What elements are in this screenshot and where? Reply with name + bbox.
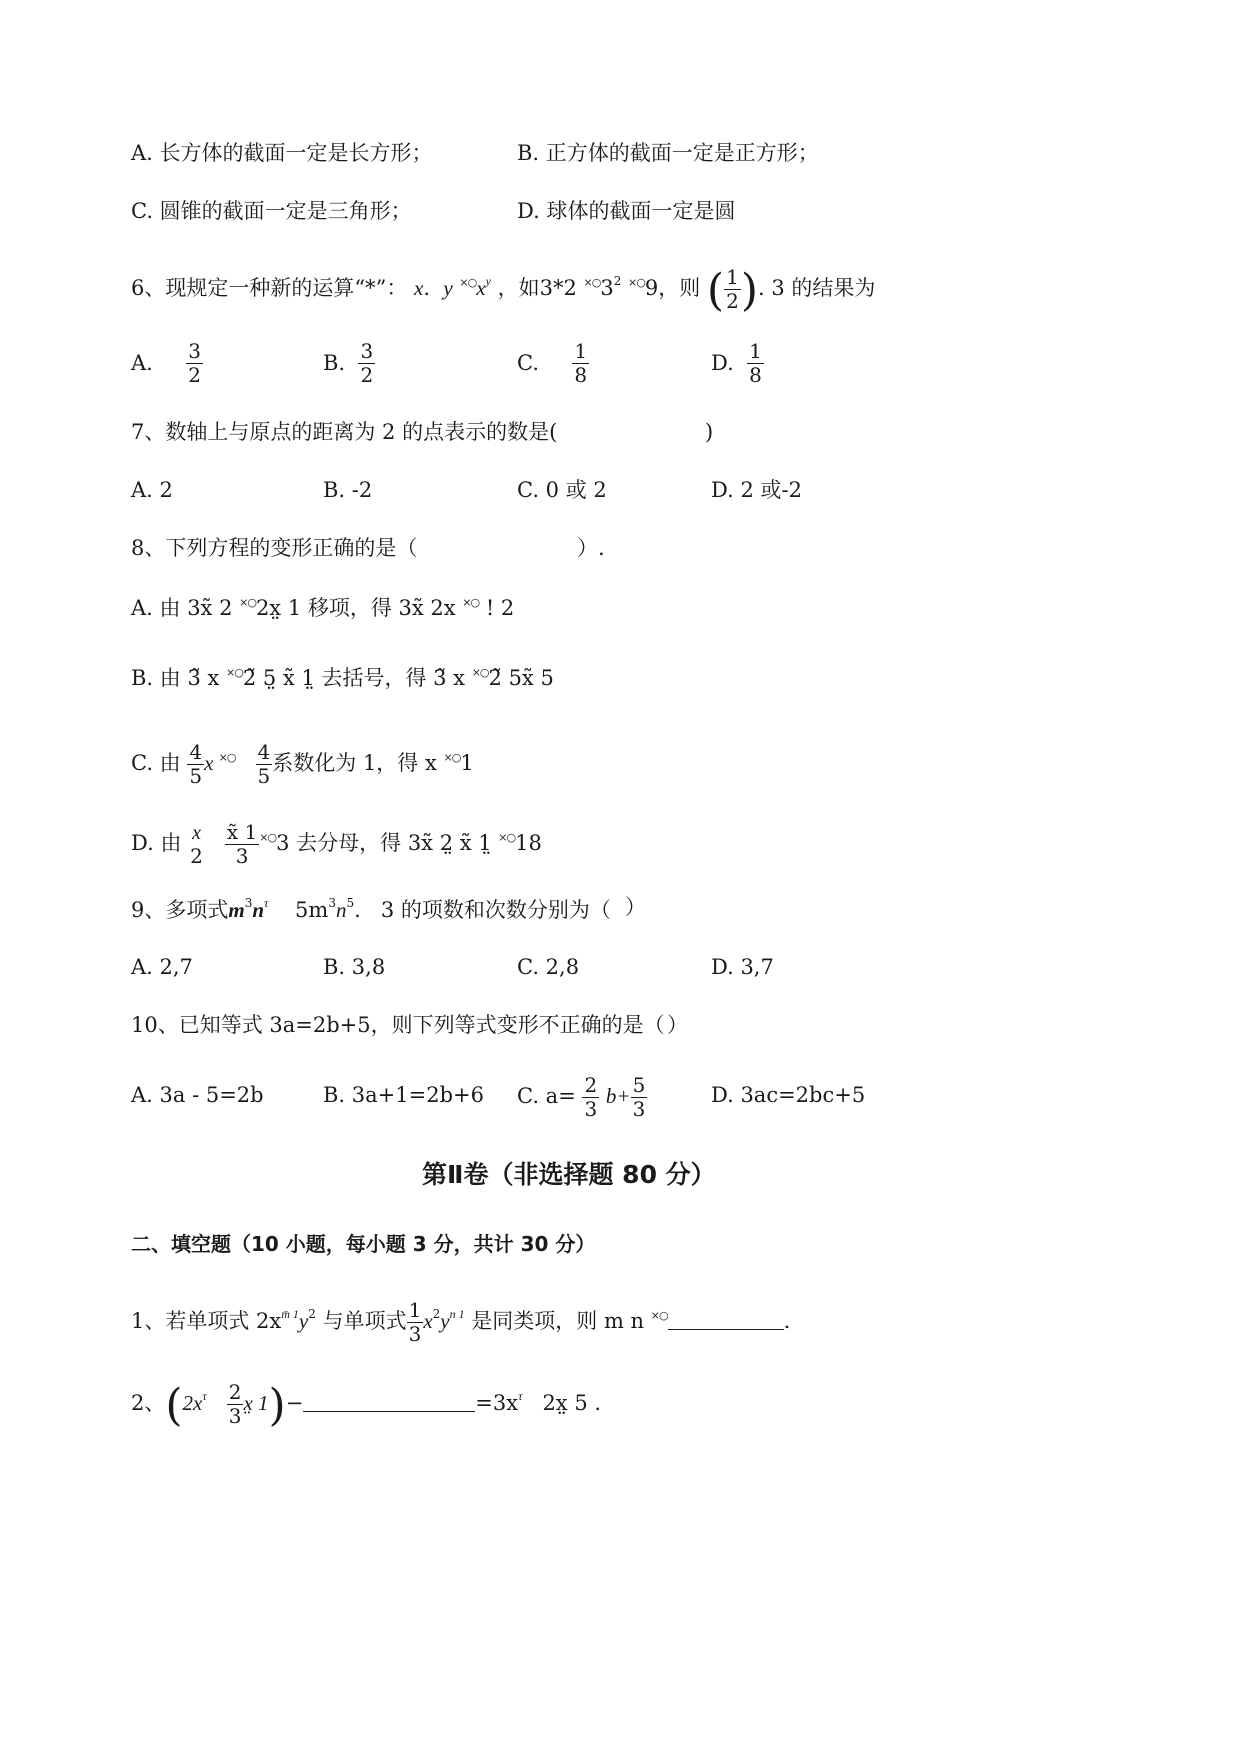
q5-option-d: D. 球体的截面一定是圆: [517, 199, 736, 223]
q6-a-label: A.: [131, 351, 153, 375]
q6-three: 3: [600, 276, 614, 300]
q9-option-a: A. 2,7: [131, 955, 193, 979]
q7-option-c: C. 0 或 2: [517, 478, 607, 502]
q8-c-op1: ×○: [218, 751, 236, 764]
q8-c-den2: 5: [257, 764, 271, 788]
f1-x: x: [423, 1309, 433, 1333]
q6-option-b: [323, 340, 375, 387]
q8-c-num1: 4: [189, 740, 203, 764]
f2-sup1: τ: [202, 1389, 207, 1403]
q8-d-den2: 3: [235, 844, 249, 868]
f2-frac: [227, 1381, 244, 1428]
q9-sup1: 3: [244, 896, 253, 910]
q6-rparen: ): [740, 265, 758, 316]
q8-option-c: [131, 732, 474, 789]
q7-option-a: A. 2: [131, 478, 173, 502]
q8-close: ）.: [577, 536, 605, 560]
q8-d-frac1: [188, 822, 205, 868]
f1-sup2: 2: [308, 1307, 316, 1321]
q6-d-label: D.: [711, 351, 734, 375]
q8-a-op2: ×○: [462, 596, 480, 609]
q7-close: ): [705, 420, 714, 444]
f1-sup3: 2: [432, 1307, 441, 1321]
q9-stem-text: 9、多项式: [131, 898, 229, 922]
q6-a-frac: [186, 340, 203, 387]
f1-sup4: n 1: [449, 1307, 465, 1321]
q6-op3: ×○: [628, 276, 645, 289]
f1-sup1: m̄ 1: [281, 1307, 299, 1321]
q6-var-y: y: [443, 276, 453, 300]
f1-frac: [407, 1299, 424, 1346]
q8-c-x: x: [204, 751, 219, 775]
q9-option-c: C. 2,8: [517, 955, 580, 979]
q6-xy: x: [476, 276, 486, 300]
q8-b-part3: 2̃ 5x̃ 5: [488, 666, 554, 690]
q6-c-num: 1: [574, 339, 588, 363]
q6-b-frac: [358, 340, 375, 387]
q6-d-den: 8: [749, 363, 762, 387]
q6-d-num: 1: [749, 339, 762, 363]
q6-b-den: 2: [360, 363, 374, 387]
q6-op: ×○: [459, 276, 477, 289]
q6-op2: ×○: [583, 276, 601, 289]
q6-then: 9，则: [644, 276, 701, 300]
f2-term1: 2x: [182, 1391, 203, 1415]
q5-option-b: B. 正方体的截面一定是正方形；: [517, 141, 819, 165]
q7-option-b: B. -2: [323, 478, 373, 502]
q9-option-b: B. 3,8: [323, 955, 386, 979]
q8-c-op2: ×○: [443, 751, 461, 764]
q6-ysup: y: [485, 274, 491, 288]
q8-d-frac2: [225, 821, 259, 868]
q8-c-part1: C. 由: [131, 751, 181, 775]
q9-sup4: 5: [346, 896, 355, 910]
q10-option-b: B. 3a+1=2b+6: [323, 1083, 484, 1107]
f1-period: .: [783, 1309, 791, 1333]
q6-a-num: 3: [188, 339, 201, 363]
q8-option-d: [131, 812, 542, 869]
f1-den: 3: [408, 1322, 422, 1346]
q7-stem: 7、数轴上与原点的距离为 2 的点表示的数是(: [131, 420, 558, 444]
q8-d-part3: 18: [515, 831, 542, 855]
q9-n1: n: [252, 898, 265, 922]
q10-option-d: D. 3ac=2bc+5: [711, 1083, 866, 1107]
f1-y: y: [298, 1309, 309, 1333]
q8-a-op1: ×○: [239, 596, 256, 609]
q6-c-frac: [572, 340, 589, 387]
f2-den: 3: [228, 1404, 242, 1428]
f2-rparen: ): [268, 1380, 286, 1431]
q10-option-a: A. 3a - 5=2b: [131, 1083, 264, 1107]
q6-b-label: B.: [323, 351, 346, 375]
q10-stem: 10、已知等式 3a=2b+5，则下列等式变形不正确的是（: [131, 1013, 665, 1037]
q10-c-part2: b+: [605, 1084, 631, 1108]
f2-rhs2: 2x̤ 5 .: [542, 1391, 602, 1415]
f1-part3: 是同类项，则 m n: [471, 1309, 651, 1333]
q8-d-op2: ×○: [498, 831, 516, 844]
q5-option-a: A. 长方体的截面一定是长方形；: [131, 141, 433, 165]
fill-q1: [131, 1288, 790, 1347]
q10-c-part1: C. a=: [517, 1084, 576, 1108]
q10-c-frac2: [631, 1074, 648, 1121]
q8-option-b: [131, 667, 554, 689]
q9-term2: 5m: [295, 898, 329, 922]
q9-close: ）: [625, 895, 646, 919]
q10-c-num1: 2: [584, 1073, 598, 1097]
q6-result: 3 的结果为: [771, 276, 876, 300]
q9-stem-rest: 3 的项数和次数分别为（: [380, 898, 611, 922]
q9-option-d: D. 3,7: [711, 955, 774, 979]
q8-d-num2: x̃ 1: [226, 820, 258, 844]
f2-blank[interactable]: [303, 1393, 475, 1412]
q8-d-num1: x: [192, 821, 201, 844]
q8-d-part1: D. 由: [131, 831, 182, 855]
q6-lparen: (: [706, 265, 725, 316]
q8-b-op1: ×○: [226, 666, 243, 679]
f2-lparen: (: [165, 1380, 183, 1431]
q5-option-c: C. 圆锥的截面一定是三角形；: [131, 199, 412, 223]
q6-square: 2: [613, 274, 622, 288]
q6-b-num: 3: [360, 339, 374, 363]
q7-option-d: D. 2 或-2: [711, 478, 802, 502]
part2-title: 第Ⅱ卷（非选择题 80 分）: [422, 1160, 716, 1189]
f1-part2: 与单项式: [322, 1309, 407, 1333]
q6-var-x: x: [414, 276, 424, 300]
q9-sup2: τ: [264, 896, 269, 910]
q8-b-part2: 2̃ 5̤ x̃ 1̤ 去括号，得 3̃ x: [242, 666, 472, 690]
q8-d-part2: 3 去分母，得 3x̃ 2̤ x̃ 1̤: [276, 831, 499, 855]
q6-a-den: 2: [188, 363, 201, 387]
q10-c-den2: 3: [632, 1097, 646, 1121]
q6-half: [724, 266, 741, 313]
q8-a-part3: ! 2: [485, 596, 515, 620]
q9-n2: n: [335, 898, 347, 922]
q8-option-a: [131, 597, 514, 619]
q6-option-c: [517, 340, 589, 387]
f1-part1: 1、若单项式 2x: [131, 1309, 282, 1333]
q6-half-num: 1: [726, 265, 739, 289]
f1-y2: y: [440, 1309, 450, 1333]
section-fill-blank: 二、填空题（10 小题，每小题 3 分，共计 30 分）: [131, 1232, 596, 1256]
q8-c-den1: 5: [189, 764, 203, 788]
q6-stem-text: 6、现规定一种新的运算“*”：: [131, 276, 408, 300]
q8-a-part2: 2x̤ 1 移项，得 3x̃ 2x: [255, 596, 463, 620]
q6-option-d: [711, 340, 764, 387]
q8-d-op1: ×○: [259, 831, 277, 844]
q9-stem: 9、多项式$m^3n^\tau$ $5m^3n^5$. 3 的项数和次数分别为（: [131, 896, 611, 922]
q6-d-frac: [747, 340, 764, 387]
q10-c-num2: 5: [632, 1073, 646, 1097]
q9-m: m: [228, 898, 245, 922]
q10-c-frac1: [582, 1074, 599, 1121]
q6-option-a: [131, 340, 203, 387]
f1-blank[interactable]: [668, 1311, 784, 1330]
q8-stem: 8、下列方程的变形正确的是（: [131, 536, 418, 560]
f2-num: 2: [228, 1380, 242, 1404]
q10-c-den1: 3: [584, 1097, 598, 1121]
q8-b-op2: ×○: [471, 666, 489, 679]
q6-half-den: 2: [726, 289, 739, 313]
q6-c-label: C.: [517, 351, 539, 375]
f2-minus: −: [285, 1391, 304, 1415]
f1-num: 1: [408, 1298, 422, 1322]
f2-label: 2、: [131, 1391, 166, 1415]
fill-q2: [131, 1368, 601, 1434]
f2-term2: x̤ 1: [243, 1391, 269, 1415]
q9-sup3: 3: [328, 896, 336, 910]
q6-stem: 6、现规定一种新的运算“*”： x. y $^{\times○}x^y$ ，如3*2 $^{\times○}3^2$ ×○9，则 ( $\frac{1}{2}$ ). 3 的结果为: [131, 265, 876, 316]
q6-example: ，如3*2: [497, 276, 577, 300]
q6-c-den: 8: [574, 363, 588, 387]
q8-c-frac1: [187, 741, 204, 788]
q8-b-part1: B. 由 3̃ x: [131, 666, 227, 690]
f2-sup2: τ: [518, 1389, 523, 1403]
q10-option-c: [517, 1070, 647, 1122]
q8-d-den1: 2: [190, 843, 203, 868]
q8-c-part2: 系数化为 1，得 x: [272, 751, 444, 775]
f2-rhs1: =3x: [475, 1391, 519, 1415]
q8-c-part3: 1: [460, 751, 474, 775]
q8-c-frac2: [256, 741, 273, 788]
q8-c-num2: 4: [257, 740, 271, 764]
f1-op: ×○: [650, 1309, 668, 1322]
q8-a-part1: A. 由 3x̃ 2: [131, 596, 240, 620]
q10-close: ）: [667, 1013, 688, 1037]
